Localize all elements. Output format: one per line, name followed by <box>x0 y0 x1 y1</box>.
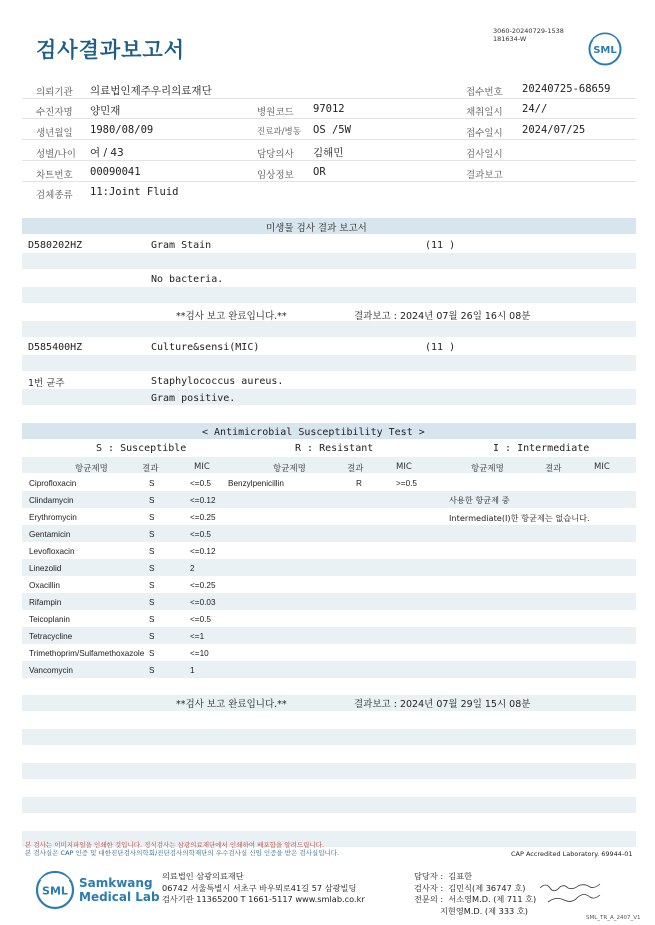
ast-result: S <box>149 547 155 556</box>
ast-mic: <=0.25 <box>190 513 216 522</box>
collect-value: 24// <box>522 103 548 115</box>
receipt-date-value: 2024/07/25 <box>522 124 586 136</box>
ast-mic: <=0.5 <box>190 530 211 539</box>
ast-result: S <box>149 530 155 539</box>
dept-label: 진료과/병동 <box>257 127 301 137</box>
page-title: 검사결과보고서 <box>36 38 186 62</box>
note-print: 본 검사는 이미지파일을 인쇄한 것입니다. 정식검사는 삼광의료재단에서 인쇄하여 배포함을 알려드립니다. <box>25 841 325 849</box>
ast-col2-drug: Benzylpenicillin <box>228 479 284 488</box>
ast-result: S <box>149 666 155 675</box>
header-row-6 <box>22 182 636 202</box>
document-id <box>493 27 564 43</box>
ast-mic: <=0.5 <box>190 479 211 488</box>
institution-label: 의뢰기관 <box>36 87 73 98</box>
report-label: 결과보고 <box>466 170 503 181</box>
header-row-1 <box>22 79 636 99</box>
ast-drug-name: Levofloxacin <box>29 547 75 556</box>
header-row-4 <box>22 141 636 161</box>
row-band <box>22 661 636 678</box>
col-result: 결과 <box>347 464 364 474</box>
ast-mic: <=0.12 <box>190 547 216 556</box>
chart-no-label: 차트번호 <box>36 170 73 181</box>
ast-drug-name: Vancomycin <box>29 666 73 675</box>
ast-mic: <=0.03 <box>190 598 216 607</box>
ast-drug-name: Erythromycin <box>29 513 77 522</box>
col-mic: MIC <box>194 462 210 472</box>
ast-result: S <box>149 513 155 522</box>
signatures <box>538 880 608 910</box>
row-band <box>22 559 636 576</box>
footer-address <box>162 871 365 906</box>
dob-value: 1980/08/09 <box>90 124 154 136</box>
ast-mic: <=0.12 <box>190 496 216 505</box>
isolate-label: 1번 균주 <box>28 378 65 389</box>
test-date-label: 검사일시 <box>466 149 503 160</box>
ast-drug-name: Linezolid <box>29 564 62 573</box>
ast-drug-name: Trimethoprim/Sulfamethoxazole <box>29 649 145 658</box>
collect-label: 채취일시 <box>466 107 503 118</box>
gram-name: Gram Stain <box>151 240 212 251</box>
receipt-no-value: 20240725-68659 <box>522 83 611 95</box>
gram-count: (11 ) <box>425 240 456 251</box>
staff-2: 검사자 : 김민식(제 36747 호) <box>414 882 526 893</box>
clinical-value: OR <box>313 166 326 178</box>
specimen-value: 11:Joint Fluid <box>90 186 179 198</box>
ast-drug-name: Ciprofloxacin <box>29 479 77 488</box>
header-row-3 <box>22 120 636 140</box>
organism-name: Staphylococcus aureus. <box>151 376 284 387</box>
samkwang-name-2: Medical Lab <box>79 890 160 904</box>
row-band <box>22 287 636 303</box>
row-band <box>22 593 636 610</box>
ast-colhead-band <box>22 457 636 473</box>
col-mic: MIC <box>396 462 412 472</box>
col-drug: 항균제명 <box>471 464 504 474</box>
footer-staff <box>414 871 536 917</box>
footer-contact: 검사기관 11365200 T 1661-5117 www.smlab.co.kr <box>162 894 365 904</box>
gram-code: D580202HZ <box>28 240 83 251</box>
document-id-line2: 181634-W <box>493 35 527 43</box>
row-band <box>22 627 636 644</box>
legend-resistant: R : Resistant <box>295 443 374 454</box>
gram-result: No bacteria. <box>151 274 224 285</box>
dept-value: OS /5W <box>313 124 351 136</box>
sml-logo-text: SML <box>593 45 617 56</box>
row-band <box>22 355 636 371</box>
row-band <box>22 695 636 711</box>
ast-result: S <box>149 479 155 488</box>
header-row-5 <box>22 162 636 182</box>
staff-1: 담당자 : 김표한 <box>414 871 473 881</box>
samkwang-logo-text: SML <box>42 884 68 898</box>
note-cap: 본 검사실은 CAP 인증 및 대한진단검사의학회/진단검사의학재단의 우수검사실 신임 인증을 받은 검사실입니다. <box>25 849 340 857</box>
legend-susceptible: S : Susceptible <box>96 443 187 454</box>
hospital-code-value: 97012 <box>313 103 345 115</box>
staff-4: 지현영M.D. (제 333 호) <box>414 905 528 916</box>
ast-result: S <box>149 581 155 590</box>
specimen-label: 검체종류 <box>36 190 73 201</box>
culture-name: Culture&sensi(MIC) <box>151 342 260 353</box>
ast-result: S <box>149 615 155 624</box>
ast-drug-name: Gentamicin <box>29 530 71 539</box>
samkwang-name <box>79 876 160 904</box>
ast-mic: <=0.25 <box>190 581 216 590</box>
receipt-date-label: 접수일시 <box>466 128 503 139</box>
culture-code: D585400HZ <box>28 342 83 353</box>
row-band <box>22 763 636 779</box>
ast-title: < Antimicrobial Susceptibility Test > <box>202 427 425 438</box>
col-drug: 항균제명 <box>75 464 108 474</box>
cap-accredited: CAP Accredited Laboratory. 69944-01 <box>511 850 633 858</box>
report2-time: 결과보고 : 2024년 07월 29일 15시 08분 <box>354 699 531 710</box>
ast-mic: <=1 <box>190 632 205 641</box>
row-band <box>22 729 636 745</box>
row-band <box>22 797 636 813</box>
clinical-label: 임상정보 <box>257 170 294 181</box>
receipt-no-label: 접수번호 <box>466 87 503 98</box>
staff-3: 전문의 : 서소영M.D. (제 711 호) <box>414 894 537 904</box>
row-band <box>22 253 636 269</box>
samkwang-logo <box>35 870 75 910</box>
report1-time: 결과보고 : 2024년 07월 26일 16시 08분 <box>354 311 531 322</box>
ast-col2-mic: >=0.5 <box>396 479 417 488</box>
footer-addr: 06742 서울특별시 서초구 바우뫼로41길 57 삼광빌딩 <box>162 882 357 893</box>
report1-done: **검사 보고 완료입니다.** <box>176 311 287 322</box>
ast-result: S <box>149 496 155 505</box>
ast-comment-2: Intermediate(I)한 항균제는 없습니다. <box>449 513 590 523</box>
report2-done: **검사 보고 완료입니다.** <box>176 699 287 710</box>
doctor-value: 김해민 <box>313 147 344 159</box>
document-id-line1: 3060-20240729-1538 <box>493 27 564 35</box>
patient-name-value: 양민재 <box>90 105 121 117</box>
legend-intermediate: I : Intermediate <box>493 443 590 454</box>
footer-org: 의료법인 삼광의료재단 <box>162 871 244 881</box>
hospital-code-label: 병원코드 <box>257 107 294 118</box>
ast-mic: <=10 <box>190 649 209 658</box>
sml-logo <box>588 32 622 66</box>
patient-name-label: 수진자명 <box>36 107 73 118</box>
institution-value: 의료법인제주우리의료재단 <box>90 85 212 97</box>
ast-mic: 2 <box>190 564 195 573</box>
ast-result: S <box>149 598 155 607</box>
ast-result: S <box>149 564 155 573</box>
ast-comment-1: 사용한 항균제 중 <box>449 495 510 505</box>
section-title: 미생물 검사 결과 보고서 <box>266 223 367 234</box>
dob-label: 생년월일 <box>36 128 73 139</box>
ast-drug-name: Rifampin <box>29 598 62 607</box>
ast-result: S <box>149 649 155 658</box>
col-result: 결과 <box>142 464 159 474</box>
doctor-label: 담당의사 <box>257 149 294 160</box>
ast-result: S <box>149 632 155 641</box>
ast-drug-name: Teicoplanin <box>29 615 70 624</box>
ast-drug-name: Clindamycin <box>29 496 74 505</box>
header-row-2 <box>22 99 636 119</box>
ast-mic: <=0.5 <box>190 615 211 624</box>
chart-no-value: 00090041 <box>90 166 141 178</box>
ast-drug-name: Oxacillin <box>29 581 60 590</box>
col-drug: 항균제명 <box>273 464 306 474</box>
col-result: 결과 <box>545 464 562 474</box>
col-mic: MIC <box>594 462 610 472</box>
row-band <box>22 491 636 508</box>
row-band <box>22 389 636 405</box>
row-band <box>22 321 636 337</box>
row-band <box>22 525 636 542</box>
form-code: SML_TR_A_2407_V1 <box>586 915 641 921</box>
culture-count: (11 ) <box>425 342 456 353</box>
sex-age-label: 성별/나이 <box>36 149 76 160</box>
ast-col2-result: R <box>356 479 362 488</box>
sex-age-value: 여 / 43 <box>90 147 124 159</box>
organism-gram: Gram positive. <box>151 393 236 404</box>
ast-mic: 1 <box>190 666 195 675</box>
samkwang-name-1: Samkwang <box>79 876 153 890</box>
ast-drug-name: Tetracycline <box>29 632 73 641</box>
